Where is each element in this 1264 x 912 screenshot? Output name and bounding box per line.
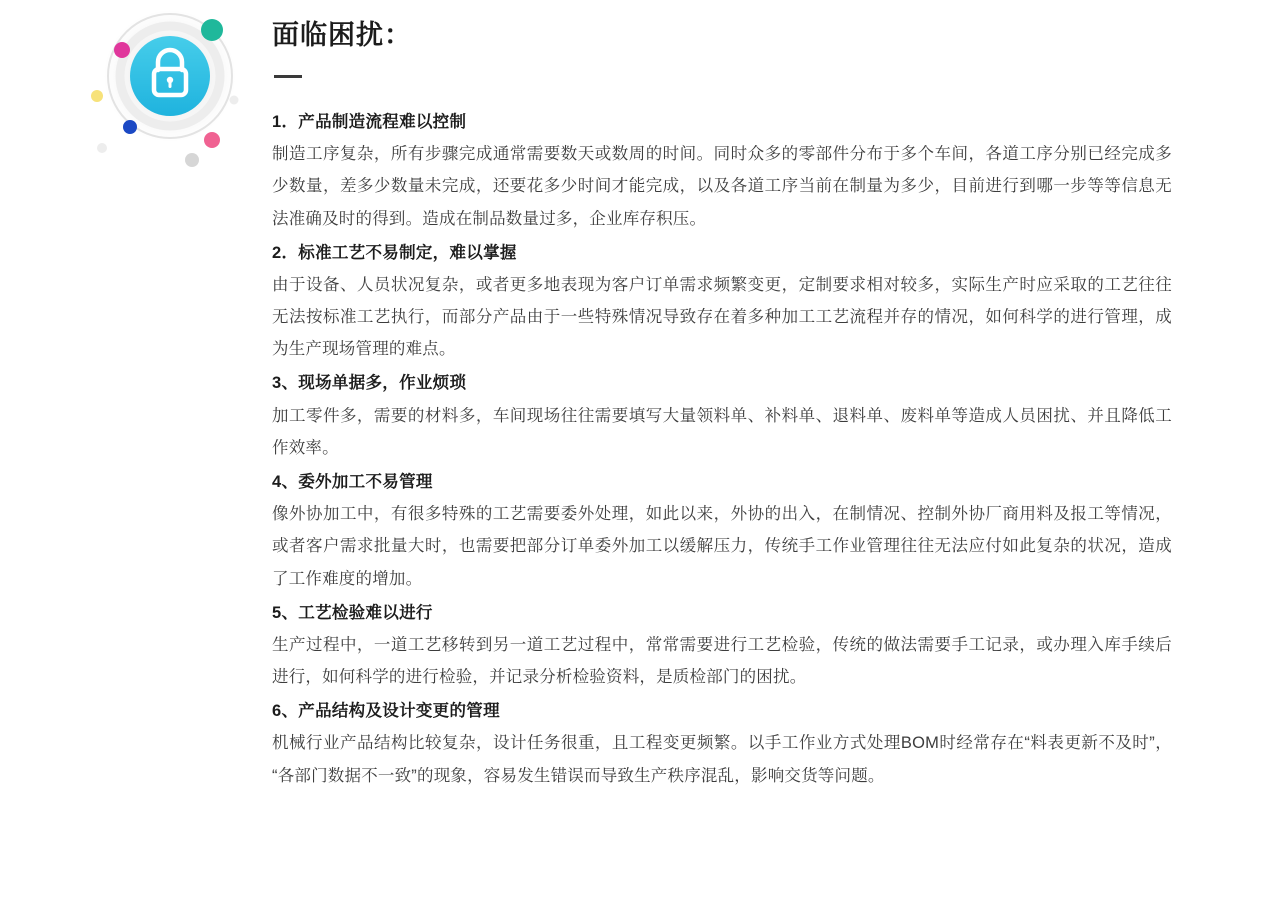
page-title: 面临困扰： [272,20,412,50]
section-body: 像外协加工中，有很多特殊的工艺需要委外处理，如此以来，外协的出入，在制情况、控制外协厂商用料及报工等情况，或者客户需求批量大时，也需要把部分订单委外加工以缓解压力，传统手工作业管理往往无法应付如此复杂的状况，造成了工作难度的增加。 [272,505,1172,588]
title-divider [274,75,302,78]
section-body: 制造工序复杂，所有步骤完成通常需要数天或数周的时间。同时众多的零部件分布于多个车间，各道工序分别已经完成多少数量，差多少数量未完成，还要花多少时间才能完成，以及各道工序当前在制量为多少，目前进行到哪一步等等信息无法准确及时的得到。造成在制品数量过多，企业库存积压。 [272,145,1172,228]
document-content [272,18,1172,794]
section-heading: 2．标准工艺不易制定，难以掌握 [272,243,517,262]
section-heading: 6、产品结构及设计变更的管理 [272,702,500,721]
section-2 [272,237,1172,366]
lock-emblem [84,8,254,168]
section-5 [272,597,1172,694]
section-6 [272,695,1172,792]
section-heading: 4、委外加工不易管理 [272,472,433,491]
section-heading: 3、现场单据多，作业烦琐 [272,374,467,393]
section-body: 机械行业产品结构比较复杂，设计任务很重，且工程变更频繁。以手工作业方式处理BOM时经常存在“料表更新不及时”，“各部门数据不一致”的现象，容易发生错误而导致生产秩序混乱，影响交货等问题。 [272,734,1172,785]
section-body: 加工零件多，需要的材料多，车间现场往往需要填写大量领料单、补料单、退料单、废料单等造成人员困扰、并且降低工作效率。 [272,406,1172,457]
section-4 [272,466,1172,595]
section-3 [272,367,1172,464]
section-1 [272,106,1172,235]
section-heading: 5、工艺检验难以进行 [272,603,433,622]
section-body: 生产过程中，一道工艺移转到另一道工艺过程中，常常需要进行工艺检验，传统的做法需要手工记录，或办理入库手续后进行，如何科学的进行检验，并记录分析检验资料，是质检部门的困扰。 [272,635,1172,687]
section-heading: 1．产品制造流程难以控制 [272,113,467,132]
section-body: 由于设备、人员状况复杂，或者更多地表现为客户订单需求频繁变更，定制要求相对较多，实际生产时应采取的工艺往往无法按标准工艺执行，而部分产品由于一些特殊情况导致存在着多种加工工艺流程并存的情况，如何科学的进行管理，成为生产现场管理的难点。 [272,275,1172,359]
